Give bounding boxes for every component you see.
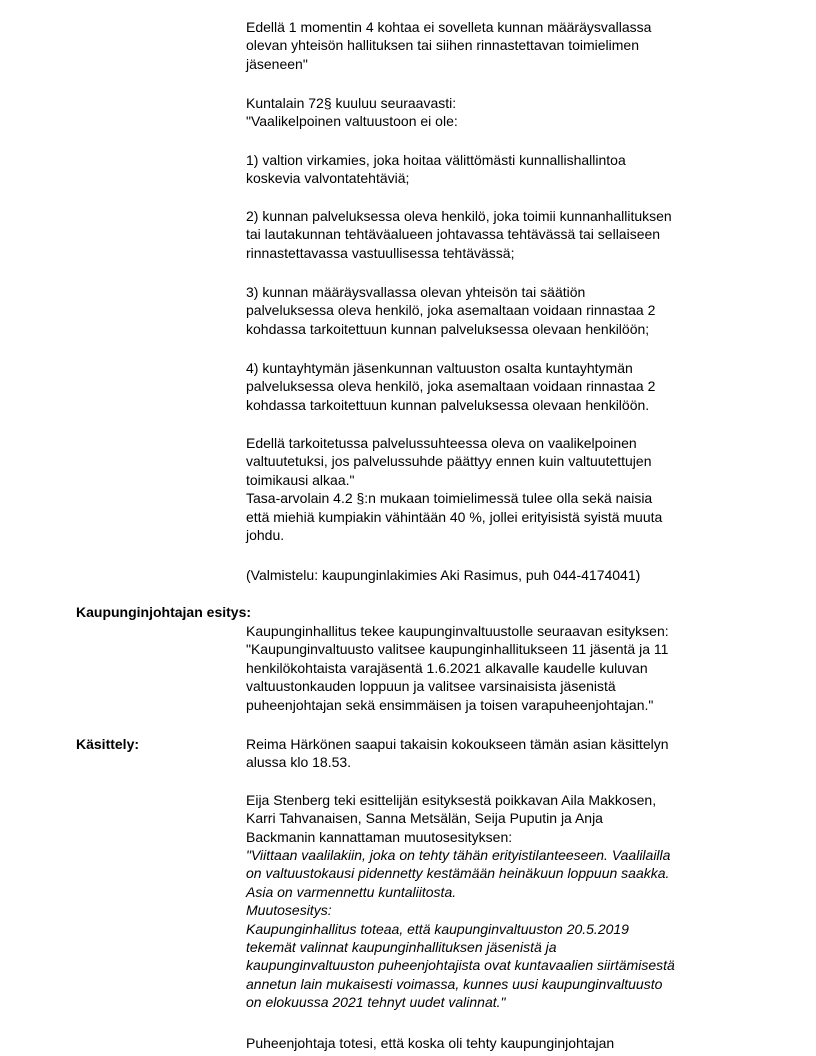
text-line: rinnastettavassa vastuullisessa tehtävässä;	[246, 244, 515, 261]
text-line: Kaupunginhallitus tekee kaupunginvaltuustolle seuraavan esityksen:	[246, 623, 669, 639]
text-line: Tasa-arvolain 4.2 §:n mukaan toimielimessä tulee olla sekä naisia	[246, 490, 653, 507]
text-line: 3) kunnan määräysvallassa olevan yhteisön tai säätiön	[246, 284, 586, 300]
text-line: Kaupunginhallitus toteaa, että kaupunginvaltuuston 20.5.2019	[246, 920, 629, 937]
text-line: palveluksessa oleva henkilö, joka asemaltaan voidaan rinnastaa 2	[246, 378, 656, 395]
intro-continuation-paragraph	[246, 18, 756, 73]
text-line: Eija Stenberg teki esittelijän esityksestä poikkavan Aila Makkosen,	[246, 792, 657, 808]
text-line: Kuntalain 72§ kuuluu seuraavasti:	[246, 95, 457, 111]
text-line: Edellä 1 momentin 4 kohtaa ei sovelleta kunnan määräysvallassa	[246, 19, 652, 35]
text-line: olevan yhteisön hallituksen tai siihen rinnastettavan toimielimen	[246, 37, 639, 54]
text-line: koskevia valvontatehtäviä;	[246, 170, 410, 187]
kuntalaki-intro-paragraph	[246, 94, 756, 131]
text-line: kohdassa tarkoitettuun kunnan palveluksessa olevaan henkilöön.	[246, 396, 650, 413]
law-item-1	[246, 151, 756, 188]
processing-paragraph-1	[246, 735, 756, 772]
text-line: henkilökohtaista varajäsentä 1.6.2021 alkavalle kaudelle kuluvan	[246, 659, 648, 676]
text-line: tekemät valinnat kaupunginhallituksen jäsenistä ja	[246, 939, 557, 956]
text-line: että miehiä kumpiakin vähintään 40 %, jollei erityisistä syistä muuta	[246, 508, 663, 525]
text-line: kohdassa tarkoitettuun kunnan palveluksessa olevaan henkilöön;	[246, 320, 650, 337]
text-line: Asia on varmennettu kuntaliitosta.	[246, 883, 457, 900]
law-item-3	[246, 283, 756, 338]
text-line: "Kaupunginvaltuusto valitsee kaupunginhallitukseen 11 jäsentä ja 11	[246, 641, 669, 658]
text-line: Muutosesitys:	[246, 902, 332, 919]
processing-heading: Käsittely:	[76, 736, 140, 752]
text-line: "Viittaan vaalilakiin, joka on tehty tähän erityistilanteeseen. Vaalilailla	[246, 847, 671, 863]
proposal-heading: Kaupunginjohtajan esitys:	[76, 604, 252, 620]
text-line: Edellä tarkoitetussa palvelussuhteessa oleva on vaalikelpoinen	[246, 435, 637, 451]
text-line: "Vaalikelpoinen valtuustoon ei ole:	[246, 113, 458, 130]
text-line: 1) valtion virkamies, joka hoitaa välittömästi kunnallishallintoa	[246, 152, 626, 168]
text-line: kaupunginvaltuuston puheenjohtajista ovat kuntavaalien siirtämisestä	[246, 957, 675, 974]
text-line: Karri Tahvanaisen, Sanna Metsälän, Seija Puputin ja Anja	[246, 810, 603, 827]
text-line: Puheenjohtaja totesi, että koska oli tehty kaupunginjohtajan	[246, 1035, 615, 1051]
text-line: on valtuustokausi pidennetty kestämään heinäkuun loppuun saakka.	[246, 865, 670, 882]
text-line: alussa klo 18.53.	[246, 754, 352, 771]
preparer-note	[246, 566, 756, 584]
text-line: Backmanin kannattaman muutosesityksen:	[246, 828, 513, 845]
text-line: Reima Härkönen saapui takaisin kokoukseen tämän asian käsittelyn	[246, 736, 669, 752]
text-line: johdu.	[246, 527, 285, 544]
text-line: puheenjohtajan sekä ensimmäisen ja toisen varapuheenjohtajan."	[246, 696, 654, 713]
amendment-quote	[246, 846, 756, 1012]
processing-paragraph-3	[246, 1034, 756, 1052]
text-line: toimikausi alkaa."	[246, 471, 355, 488]
text-line: valtuustonkauden loppuun ja valitsee varsinaisista jäsenistä	[246, 678, 616, 695]
closing-paragraph	[246, 434, 756, 544]
text-line: jäseneen"	[246, 55, 308, 72]
law-item-4	[246, 359, 756, 414]
text-line: on elokuussa 2021 tehnyt uudet valinnat."	[246, 994, 506, 1011]
proposal-paragraph	[246, 622, 756, 714]
text-line: (Valmistelu: kaupunginlakimies Aki Rasimus, puh 044-4174041)	[246, 567, 641, 583]
text-line: 4) kuntayhtymän jäsenkunnan valtuuston osalta kuntayhtymän	[246, 360, 633, 376]
law-item-2	[246, 207, 756, 262]
text-line: 2) kunnan palveluksessa oleva henkilö, joka toimii kunnanhallituksen	[246, 208, 672, 224]
text-line: annetun lain mukaisesti voimassa, kunnes uusi kaupunginvaltuusto	[246, 975, 663, 992]
text-line: valtuutetuksi, jos palvelussuhde päättyy ennen kuin valtuutettujen	[246, 453, 652, 470]
text-line: tai lautakunnan tehtäväalueen johtavassa tehtävässä tai sellaiseen	[246, 226, 661, 243]
text-line: palveluksessa oleva henkilö, joka asemaltaan voidaan rinnastaa 2	[246, 302, 656, 319]
processing-paragraph-2	[246, 791, 756, 846]
